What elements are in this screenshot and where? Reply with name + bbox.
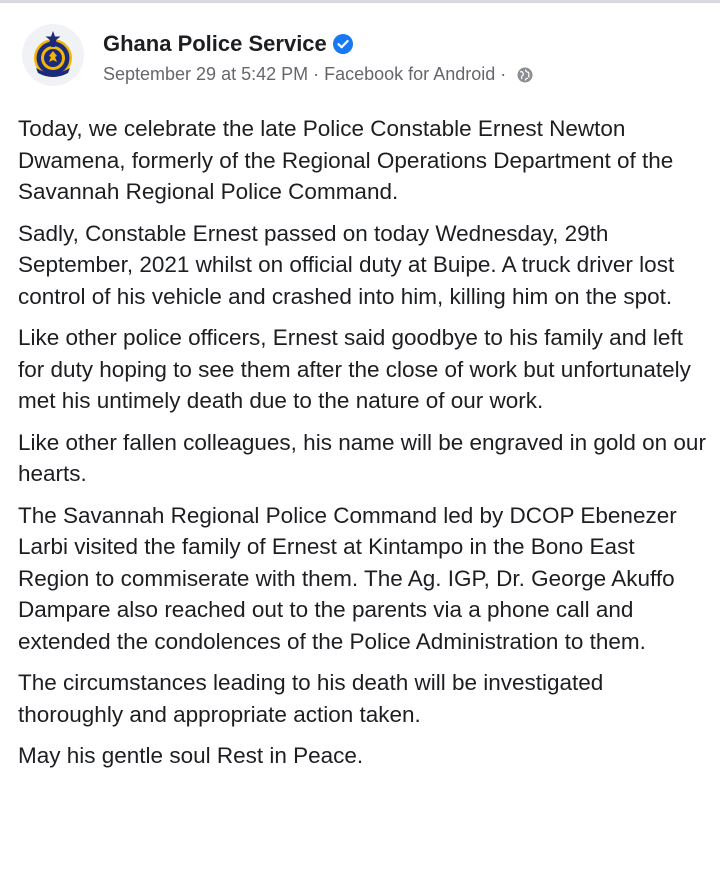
post-paragraph: The Savannah Regional Police Command led by DCOP Ebenezer Larbi visited the family of Ernest at Kintampo in the Bono East Region to commiserate with them. The Ag. IGP, Dr. George Akuffo Dampare also reached out to the parents via a phone call and extended the condolences of the Police Administration to them. xyxy=(18,502,677,654)
post-meta xyxy=(103,64,533,85)
meta-separator: · xyxy=(313,64,320,84)
post-header xyxy=(0,0,720,110)
post-paragraph: The circumstances leading to his death will be investigated thoroughly and appropriate action taken. xyxy=(18,670,604,727)
post-body xyxy=(18,113,708,782)
verified-badge-icon xyxy=(333,34,353,54)
post-paragraph: Today, we celebrate the late Police Constable Ernest Newton Dwamena, formerly of the Regional Operations Department of the Savannah Regional Police Command. xyxy=(18,116,674,204)
globe-icon[interactable] xyxy=(517,67,533,83)
post-paragraph: Like other fallen colleagues, his name will be engraved in gold on our hearts. xyxy=(18,429,706,486)
page-name[interactable] xyxy=(103,31,353,57)
post-timestamp[interactable]: September 29 at 5:42 PM xyxy=(103,64,309,84)
meta-separator-2: · xyxy=(500,64,507,84)
post-paragraph: May his gentle soul Rest in Peace. xyxy=(18,743,364,768)
post-paragraph: Like other police officers, Ernest said goodbye to his family and left for duty hoping to see them after the close of work but unfortunately met his untimely death due to the nature of our work. xyxy=(18,325,691,413)
post-paragraph: Sadly, Constable Ernest passed on today Wednesday, 29th September, 2021 whilst on official duty at Buipe. A truck driver lost control of his vehicle and crashed into him, killing him on the spot. xyxy=(18,220,675,309)
avatar[interactable] xyxy=(22,24,84,86)
page-name-text[interactable]: Ghana Police Service xyxy=(103,31,327,56)
post-source: Facebook for Android xyxy=(324,64,496,84)
police-badge-icon xyxy=(22,24,84,86)
